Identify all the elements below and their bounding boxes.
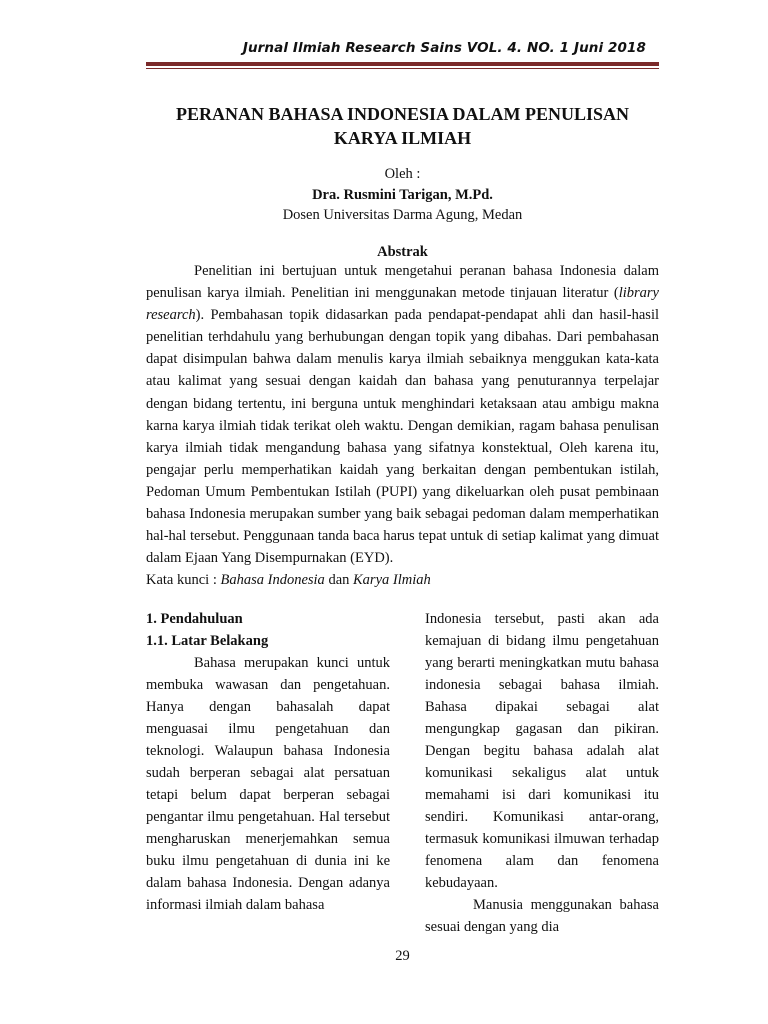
keywords xyxy=(146,572,659,589)
paper-title xyxy=(146,102,659,150)
abstract-italic-term: library research xyxy=(146,285,659,324)
keywords-label: Kata kunci : xyxy=(146,572,221,588)
keyword-2: Karya Ilmiah xyxy=(353,572,431,588)
left-paragraph: Bahasa merupakan kunci untuk membuka wawasan dan pengetahuan. Hanya dengan bahasalah dapat menguasai ilmu pengetahuan dan teknologi. Walaupun bahasa Indonesia sudah berperan sebagai alat persatuan tetapi belum dapat berperan sebagai pengantar ilmu pengetahuan. Hal tersebut mengharuskan menerjemahkan semua buku ilmu pengetahuan di dunia ini ke dalam bahasa Indonesia. Dengan adanya informasi ilmiah dalam bahasa xyxy=(146,655,390,913)
author-affiliation: Dosen Universitas Darma Agung, Medan xyxy=(282,207,523,223)
oleh-label: Oleh : xyxy=(384,166,421,182)
abstract-heading: Abstrak xyxy=(377,244,428,260)
header-rule-thick xyxy=(146,62,659,66)
left-column xyxy=(146,608,390,916)
section-heading: 1. Pendahuluan xyxy=(146,611,243,627)
title-line-2: KARYA ILMIAH xyxy=(333,128,472,148)
abstract-text-1: Penelitian ini bertujuan untuk mengetahui peranan bahasa Indonesia dalam penulisan karya ilmiah. Penelitian ini menggunakan metode tinjauan literatur ( xyxy=(146,263,659,302)
keyword-1: Bahasa Indonesia xyxy=(220,572,325,588)
title-line-1: PERANAN BAHASA INDONESIA DALAM PENULISAN xyxy=(175,104,630,124)
page-number: 29 xyxy=(395,948,410,964)
abstract-text-2: ). Pembahasan topik didasarkan pada pendapat-pendapat ahli dan hasil-hasil penelitian terhdahulu yang berhubungan dengan topik yang dibahas. Dari pembahasan dapat disimpulan bahwa dalam menulis karya ilmiah sebaiknya menggukan kata-kata atau kalimat yang sesuai dengan kaidah dan bahasa yang penuturannya terpelajar dengan bidang tertentu, ini berguna untuk menghindari ketaksaan atau ambigu makna karna karya ilmiah tidak terikat oleh waktu. Dengan demikian, ragam bahasa penulisan karya ilmiah tidak mengandung bahasa yang sifatnya konstektual, Oleh karena itu, pengajar perlu memperhatikan kaidah yang berkaitan dengan pembentukan istilah, Pedoman Umum Pembentukan Istilah (PUPI) yang dikeluarkan oleh pusat pembinaan bahasa Indonesia merupakan sumber yang baik sebagai pedoman dalam memperhatikan hal-hal tersebut. Penggunaan tanda baca harus tepat untuk di setiap kalimat yang dimuat dalam Ejaan Yang Disempurnakan (EYD). xyxy=(146,307,659,567)
right-paragraph-1: Indonesia tersebut, pasti akan ada kemajuan di bidang ilmu pengetahuan yang berarti meningkatkan mutu bahasa indonesia sebagai bahasa ilmiah. Bahasa dipakai sebagai alat mengungkap gagasan dan pikiran. Dengan begitu bahasa adalah alat komunikasi sekaligus alat untuk memahami isi dari komunikasi itu sendiri. Komunikasi antar-orang, termasuk komunikasi ilmuwan terhadap fenomena alam dan fenomena kebudayaan. xyxy=(425,611,659,891)
author-name: Dra. Rusmini Tarigan, M.Pd. xyxy=(312,187,493,203)
journal-header: Jurnal Ilmiah Research Sains VOL. 4. NO. 1 Juni 2018 xyxy=(242,40,646,56)
right-column xyxy=(425,608,659,938)
keywords-joiner: dan xyxy=(324,572,353,588)
abstract-body xyxy=(146,260,659,569)
header-rule-thin xyxy=(146,68,659,69)
subsection-heading: 1.1. Latar Belakang xyxy=(146,633,269,649)
right-paragraph-2: Manusia menggunakan bahasa sesuai dengan yang dia xyxy=(425,897,659,935)
